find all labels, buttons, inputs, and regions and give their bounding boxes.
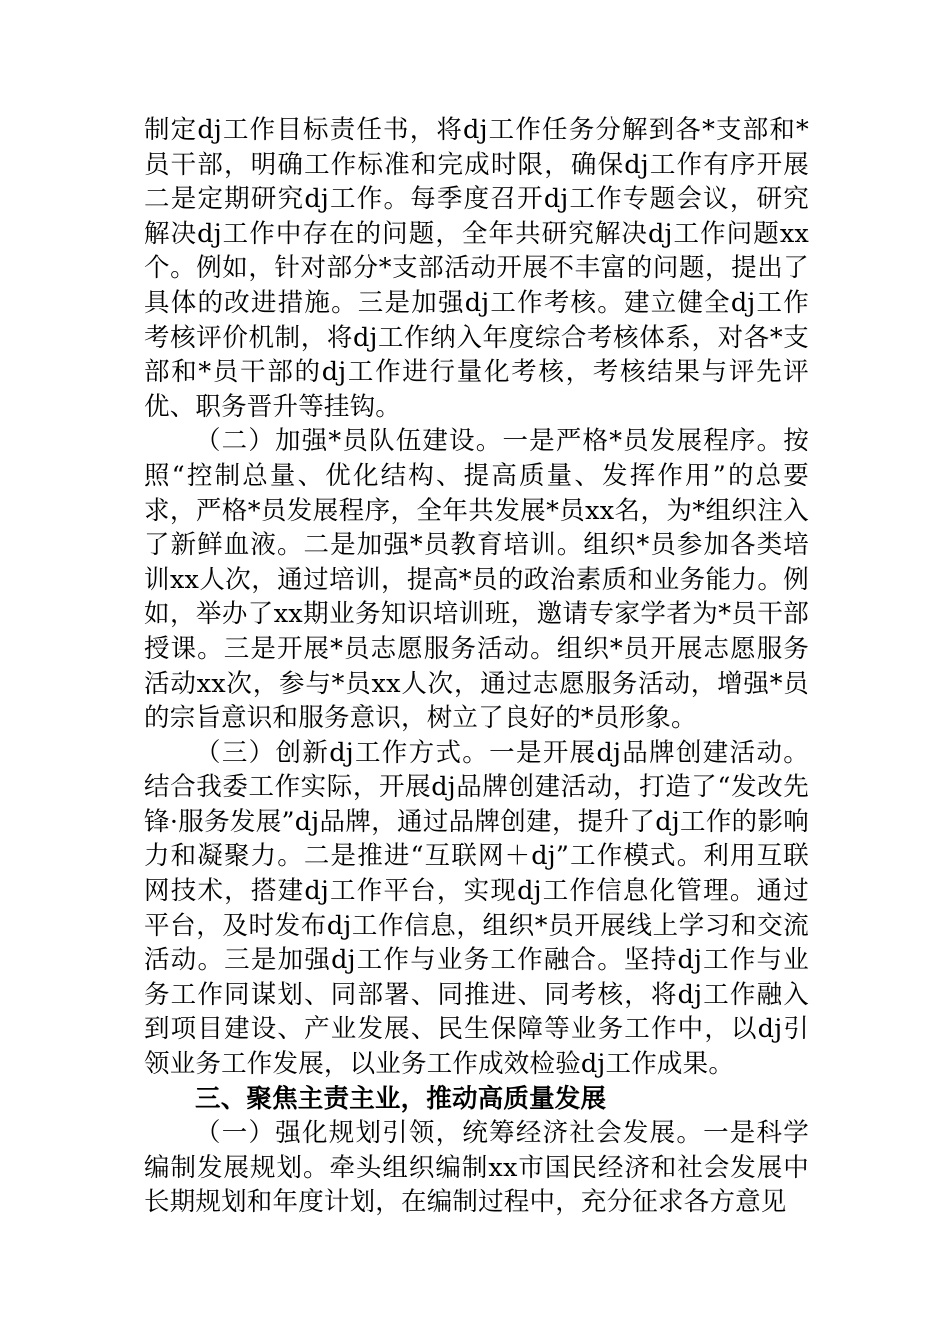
paragraph-2: （二）加强*员队伍建设。一是严格*员发展程序。按照“控制总量、优化结构、提高质量、发挥作用”的总要求，严格*员发展程序，全年共发展*员xx名，为*组织注入了新鲜血液。二是加强*员教育培训。组织*员参加各类培训xx人次，通过培训，提高*员的政治素质和业务能力。例如，举办了xx期业务知识培训班，邀请专家学者为*员干部授课。三是开展*员志愿服务活动。组织*员开展志愿服务活动xx次，参与*员xx人次，通过志愿服务活动，增强*员的宗旨意识和服务意识，树立了良好的*员形象。 [144,426,809,734]
paragraph-4: （一）强化规划引领，统筹经济社会发展。一是科学编制发展规划。牵头组织编制xx市国民经济和社会发展中长期规划和年度计划，在编制过程中，充分征求各方意见 [144,1118,809,1218]
paragraph-1: 制定dj工作目标责任书，将dj工作任务分解到各*支部和*员干部，明确工作标准和完成时限，确保dj工作有序开展二是定期研究dj工作。每季度召开dj工作专题会议，研究解决dj工作中存在的问题，全年共研究解决dj工作问题xx个。例如，针对部分*支部活动开展不丰富的问题，提出了具体的改进措施。三是加强dj工作考核。建立健全dj工作考核评价机制，将dj工作纳入年度综合考核体系，对各*支部和*员干部的dj工作进行量化考核，考核结果与评先评优、职务晋升等挂钩。 [144,115,809,422]
document-page [144,113,809,1220]
section-heading: 三、聚焦主责主业，推动高质量发展 [195,1083,607,1114]
paragraph-3: （三）创新dj工作方式。一是开展dj品牌创建活动。结合我委工作实际，开展dj品牌创建活动，打造了“发改先锋·服务发展”dj品牌，通过品牌创建，提升了dj工作的影响力和凝聚力。二是推进“互联网＋dj”工作模式。利用互联网技术，搭建dj工作平台，实现dj工作信息化管理。通过平台，及时发布dj工作信息，组织*员开展线上学习和交流活动。三是加强dj工作与业务工作融合。坚持dj工作与业务工作同谋划、同部署、同推进、同考核，将dj工作融入到项目建设、产业发展、民生保障等业务工作中，以dj引领业务工作发展，以业务工作成效检验dj工作成果。 [144,737,809,1080]
